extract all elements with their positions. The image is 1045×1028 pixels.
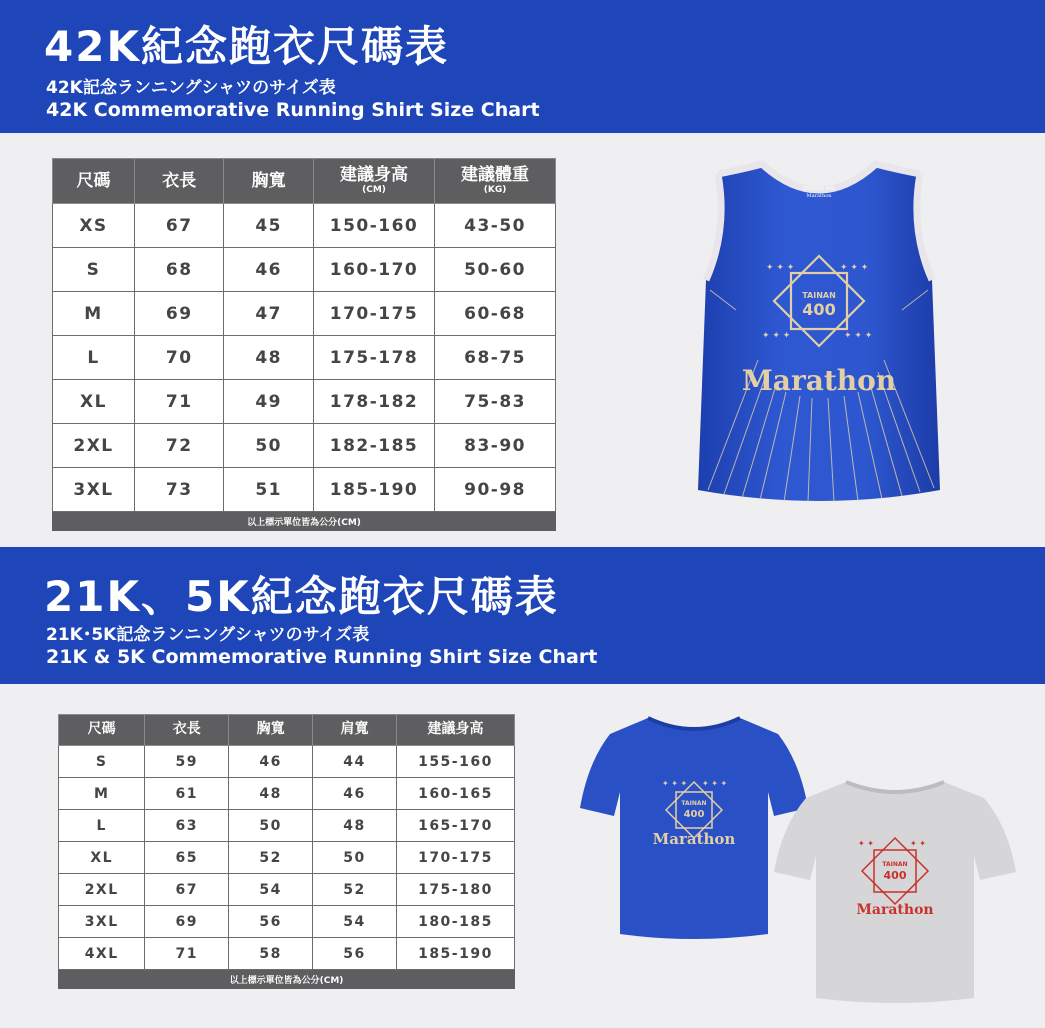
svg-text:✦ ✦ ✦: ✦ ✦ ✦ bbox=[702, 779, 728, 788]
table-cell: 160-170 bbox=[313, 248, 434, 292]
table-cell: 68-75 bbox=[435, 336, 556, 380]
header-length: 衣長 bbox=[135, 159, 224, 204]
table-cell: 48 bbox=[224, 336, 313, 380]
table-cell: L bbox=[53, 336, 135, 380]
table-cell: 185-190 bbox=[396, 938, 514, 970]
table-cell: 46 bbox=[229, 746, 313, 778]
header-height: 建議身高 bbox=[396, 715, 514, 746]
table-cell: 50-60 bbox=[435, 248, 556, 292]
grey-tee-logo-number: 400 bbox=[883, 869, 907, 882]
table-row bbox=[53, 292, 556, 336]
header-chest: 胸寬 bbox=[229, 715, 313, 746]
table-cell: 175-178 bbox=[313, 336, 434, 380]
table-cell: 54 bbox=[229, 874, 313, 906]
table-cell: 175-180 bbox=[396, 874, 514, 906]
table-cell: 165-170 bbox=[396, 810, 514, 842]
header-weight: 建議體重 (KG) bbox=[435, 159, 556, 204]
svg-text:✦ ✦ ✦: ✦ ✦ ✦ bbox=[762, 331, 791, 341]
table-cell: 71 bbox=[135, 380, 224, 424]
tank-tag-line2: Marathon bbox=[806, 193, 832, 199]
table-cell: 48 bbox=[313, 810, 397, 842]
table-cell: 50 bbox=[229, 810, 313, 842]
table-cell: 2XL bbox=[53, 424, 135, 468]
table-row bbox=[53, 424, 556, 468]
table-row bbox=[59, 842, 515, 874]
svg-text:✦ ✦ ✦: ✦ ✦ ✦ bbox=[766, 263, 795, 273]
tank-logo-top: TAINAN bbox=[802, 291, 836, 300]
grey-tee-logo-top: TAINAN bbox=[882, 861, 908, 868]
blue-tee-wordmark: Marathon bbox=[652, 830, 736, 848]
table-cell: 46 bbox=[313, 778, 397, 810]
header-size: 尺碼 bbox=[53, 159, 135, 204]
table-cell: L bbox=[59, 810, 145, 842]
table-cell: 2XL bbox=[59, 874, 145, 906]
header-length: 衣長 bbox=[145, 715, 229, 746]
grey-tee-wordmark: Marathon bbox=[856, 902, 934, 918]
table-cell: 47 bbox=[224, 292, 313, 336]
table-cell: 67 bbox=[135, 204, 224, 248]
table-cell: 69 bbox=[135, 292, 224, 336]
svg-text:✦ ✦ ✦: ✦ ✦ ✦ bbox=[662, 779, 688, 788]
table-cell: S bbox=[59, 746, 145, 778]
section2-banner bbox=[0, 547, 1045, 684]
section2-subtitle-jp: 21K･5K記念ランニングシャツのサイズ表 bbox=[46, 625, 370, 645]
table-cell: 155-160 bbox=[396, 746, 514, 778]
table-row bbox=[59, 746, 515, 778]
tank-wordmark: Marathon bbox=[741, 364, 897, 397]
svg-text:✦ ✦: ✦ ✦ bbox=[858, 839, 874, 848]
header-height: 建議身高 (CM) bbox=[313, 159, 434, 204]
section1-subtitle-en: 42K Commemorative Running Shirt Size Chart bbox=[46, 99, 540, 121]
blue-tee-logo-number: 400 bbox=[683, 809, 705, 820]
table-cell: 75-83 bbox=[435, 380, 556, 424]
table-cell: 67 bbox=[145, 874, 229, 906]
table-cell: 70 bbox=[135, 336, 224, 380]
table-header-row bbox=[59, 715, 515, 746]
section2-subtitle-en: 21K & 5K Commemorative Running Shirt Size Chart bbox=[46, 646, 598, 668]
table-cell: XS bbox=[53, 204, 135, 248]
table-cell: 44 bbox=[313, 746, 397, 778]
table-cell: 68 bbox=[135, 248, 224, 292]
tank-tag-line1: TAINAN 400 bbox=[802, 186, 836, 192]
table-cell: 160-165 bbox=[396, 778, 514, 810]
table-footnote: 以上標示單位皆為公分(CM) bbox=[59, 970, 515, 989]
table-cell: 52 bbox=[313, 874, 397, 906]
table-cell: 61 bbox=[145, 778, 229, 810]
table-header-row bbox=[53, 159, 556, 204]
table-cell: 43-50 bbox=[435, 204, 556, 248]
table-cell: 170-175 bbox=[396, 842, 514, 874]
table-footnote: 以上標示單位皆為公分(CM) bbox=[53, 512, 556, 531]
section1-banner bbox=[0, 0, 1045, 133]
table-cell: 178-182 bbox=[313, 380, 434, 424]
table-row bbox=[59, 906, 515, 938]
section1-subtitle-jp: 42K記念ランニングシャツのサイズ表 bbox=[46, 78, 336, 98]
section1-title: 42K紀念跑衣尺碼表 bbox=[44, 22, 449, 71]
marathon-tank-top-image bbox=[688, 160, 950, 510]
blue-tee-logo-top: TAINAN bbox=[681, 800, 707, 807]
table-cell: M bbox=[59, 778, 145, 810]
table-row bbox=[59, 778, 515, 810]
svg-text:✦ ✦: ✦ ✦ bbox=[910, 839, 926, 848]
table-cell: 56 bbox=[229, 906, 313, 938]
table-cell: 73 bbox=[135, 468, 224, 512]
table-cell: 51 bbox=[224, 468, 313, 512]
size-table-21k-5k bbox=[58, 714, 515, 989]
table-cell: 49 bbox=[224, 380, 313, 424]
table-row bbox=[53, 204, 556, 248]
header-shoulder: 肩寬 bbox=[313, 715, 397, 746]
table-cell: 90-98 bbox=[435, 468, 556, 512]
table-cell: 45 bbox=[224, 204, 313, 248]
table-cell: 54 bbox=[313, 906, 397, 938]
table-cell: 72 bbox=[135, 424, 224, 468]
table-cell: M bbox=[53, 292, 135, 336]
table-cell: 180-185 bbox=[396, 906, 514, 938]
table-cell: 50 bbox=[224, 424, 313, 468]
table-cell: 63 bbox=[145, 810, 229, 842]
table-row bbox=[59, 938, 515, 970]
header-chest: 胸寬 bbox=[224, 159, 313, 204]
table-row bbox=[53, 336, 556, 380]
table-row bbox=[59, 810, 515, 842]
table-cell: 65 bbox=[145, 842, 229, 874]
size-table-42k bbox=[52, 158, 556, 531]
table-cell: 46 bbox=[224, 248, 313, 292]
table-row bbox=[59, 874, 515, 906]
table-cell: XL bbox=[59, 842, 145, 874]
table-footnote-row bbox=[59, 970, 515, 989]
grey-tshirt-image bbox=[770, 776, 1020, 1004]
table-row bbox=[53, 380, 556, 424]
table-row bbox=[53, 468, 556, 512]
table-cell: 52 bbox=[229, 842, 313, 874]
header-size: 尺碼 bbox=[59, 715, 145, 746]
svg-text:✦ ✦ ✦: ✦ ✦ ✦ bbox=[844, 331, 873, 341]
table-cell: 150-160 bbox=[313, 204, 434, 248]
table-cell: 59 bbox=[145, 746, 229, 778]
table-footnote-row bbox=[53, 512, 556, 531]
table-cell: S bbox=[53, 248, 135, 292]
table-cell: XL bbox=[53, 380, 135, 424]
table-cell: 170-175 bbox=[313, 292, 434, 336]
table-cell: 182-185 bbox=[313, 424, 434, 468]
section2-title: 21K、5K紀念跑衣尺碼表 bbox=[44, 572, 559, 621]
table-cell: 50 bbox=[313, 842, 397, 874]
table-cell: 48 bbox=[229, 778, 313, 810]
table-cell: 58 bbox=[229, 938, 313, 970]
svg-text:✦ ✦ ✦: ✦ ✦ ✦ bbox=[840, 263, 869, 273]
table-cell: 60-68 bbox=[435, 292, 556, 336]
table-row bbox=[53, 248, 556, 292]
table-cell: 3XL bbox=[59, 906, 145, 938]
table-cell: 4XL bbox=[59, 938, 145, 970]
table-cell: 185-190 bbox=[313, 468, 434, 512]
table-cell: 56 bbox=[313, 938, 397, 970]
tank-logo-number: 400 bbox=[802, 300, 836, 319]
table-cell: 83-90 bbox=[435, 424, 556, 468]
table-cell: 3XL bbox=[53, 468, 135, 512]
table-cell: 71 bbox=[145, 938, 229, 970]
table-cell: 69 bbox=[145, 906, 229, 938]
